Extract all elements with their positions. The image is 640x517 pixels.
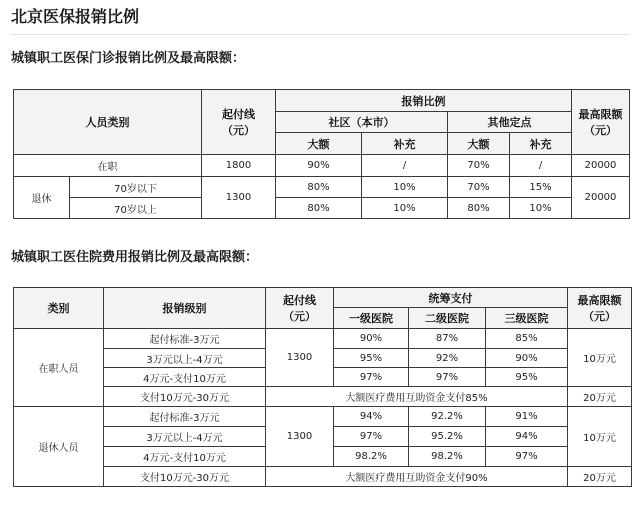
level3-cell: 90% xyxy=(486,349,568,368)
age-group-cell: 70岁以下 xyxy=(70,177,202,198)
community-supplement-cell: / xyxy=(362,155,448,177)
deductible-cell: 1300 xyxy=(266,407,334,467)
other-large-cell: 70% xyxy=(448,177,510,198)
mutual-aid-cell: 大额医疗费用互助资金支付85% xyxy=(266,387,568,407)
table-row xyxy=(14,407,632,427)
level2-cell: 87% xyxy=(409,329,486,349)
community-large-cell: 80% xyxy=(276,198,362,219)
mutual-aid-cell: 大额医疗费用互助资金支付90% xyxy=(266,467,568,487)
max-cell: 10万元 xyxy=(568,407,632,467)
header-category: 人员类别 xyxy=(14,90,202,155)
level2-cell: 98.2% xyxy=(409,447,486,467)
other-large-cell: 80% xyxy=(448,198,510,219)
row-label: 退休人员 xyxy=(14,407,104,487)
level3-cell: 97% xyxy=(486,447,568,467)
level2-cell: 95.2% xyxy=(409,427,486,447)
other-supplement-cell: 10% xyxy=(510,198,572,219)
table-row xyxy=(14,329,632,349)
max-cell: 20万元 xyxy=(568,467,632,487)
header-deductible: 起付线 （元） xyxy=(202,90,276,155)
row-label: 退休 xyxy=(14,177,70,219)
max-cell: 20万元 xyxy=(568,387,632,407)
page-title: 北京医保报销比例 xyxy=(11,7,140,26)
table-row xyxy=(14,198,630,219)
level2-cell: 92.2% xyxy=(409,407,486,427)
header-community-large: 大额 xyxy=(276,133,362,155)
header-pooled-payment: 统筹支付 xyxy=(334,288,568,308)
community-large-cell: 80% xyxy=(276,177,362,198)
community-large-cell: 90% xyxy=(276,155,362,177)
table-row xyxy=(14,155,630,177)
max-cell: 10万元 xyxy=(568,329,632,387)
level1-cell: 95% xyxy=(334,349,409,368)
level3-cell: 94% xyxy=(486,427,568,447)
header-ratio: 报销比例 xyxy=(276,90,572,112)
header-other-designated: 其他定点 xyxy=(448,112,572,133)
max-cell: 20000 xyxy=(572,155,630,177)
outpatient-table xyxy=(13,89,630,219)
community-supplement-cell: 10% xyxy=(362,198,448,219)
level1-cell: 97% xyxy=(334,368,409,387)
header-community-supplement: 补充 xyxy=(362,133,448,155)
other-large-cell: 70% xyxy=(448,155,510,177)
level-cell: 4万元-支付10万元 xyxy=(104,368,266,387)
level2-cell: 97% xyxy=(409,368,486,387)
level3-cell: 95% xyxy=(486,368,568,387)
header-level: 报销级别 xyxy=(104,288,266,329)
header-deductible: 起付线 （元） xyxy=(266,288,334,329)
max-cell: 20000 xyxy=(572,177,630,219)
level1-cell: 97% xyxy=(334,427,409,447)
level-cell: 4万元-支付10万元 xyxy=(104,447,266,467)
header-level3-hospital: 三级医院 xyxy=(486,308,568,329)
level3-cell: 85% xyxy=(486,329,568,349)
inpatient-table xyxy=(13,287,632,487)
table-row xyxy=(14,387,632,407)
table-row xyxy=(14,177,630,198)
header-other-large: 大额 xyxy=(448,133,510,155)
header-max: 最高限额 （元） xyxy=(568,288,632,329)
community-supplement-cell: 10% xyxy=(362,177,448,198)
age-group-cell: 70岁以上 xyxy=(70,198,202,219)
other-supplement-cell: / xyxy=(510,155,572,177)
inpatient-section-title: 城镇职工医住院费用报销比例及最高限额： xyxy=(11,250,259,265)
outpatient-section-title: 城镇职工医保门诊报销比例及最高限额： xyxy=(11,51,246,66)
level-cell: 支付10万元-30万元 xyxy=(104,467,266,487)
level-cell: 支付10万元-30万元 xyxy=(104,387,266,407)
level-cell: 3万元以上-4万元 xyxy=(104,427,266,447)
level3-cell: 91% xyxy=(486,407,568,427)
level-cell: 起付标准-3万元 xyxy=(104,407,266,427)
level-cell: 起付标准-3万元 xyxy=(104,329,266,349)
table-row xyxy=(14,467,632,487)
header-other-supplement: 补充 xyxy=(510,133,572,155)
other-supplement-cell: 15% xyxy=(510,177,572,198)
deductible-cell: 1300 xyxy=(266,329,334,387)
header-category: 类别 xyxy=(14,288,104,329)
deductible-cell: 1800 xyxy=(202,155,276,177)
level1-cell: 94% xyxy=(334,407,409,427)
header-level2-hospital: 二级医院 xyxy=(409,308,486,329)
header-max: 最高限额 （元） xyxy=(572,90,630,155)
level-cell: 3万元以上-4万元 xyxy=(104,349,266,368)
row-label: 在职人员 xyxy=(14,329,104,407)
level1-cell: 90% xyxy=(334,329,409,349)
header-community: 社区（本市） xyxy=(276,112,448,133)
level1-cell: 98.2% xyxy=(334,447,409,467)
header-level1-hospital: 一级医院 xyxy=(334,308,409,329)
row-label: 在职 xyxy=(14,155,202,177)
deductible-cell: 1300 xyxy=(202,177,276,219)
level2-cell: 92% xyxy=(409,349,486,368)
title-divider xyxy=(10,34,630,35)
